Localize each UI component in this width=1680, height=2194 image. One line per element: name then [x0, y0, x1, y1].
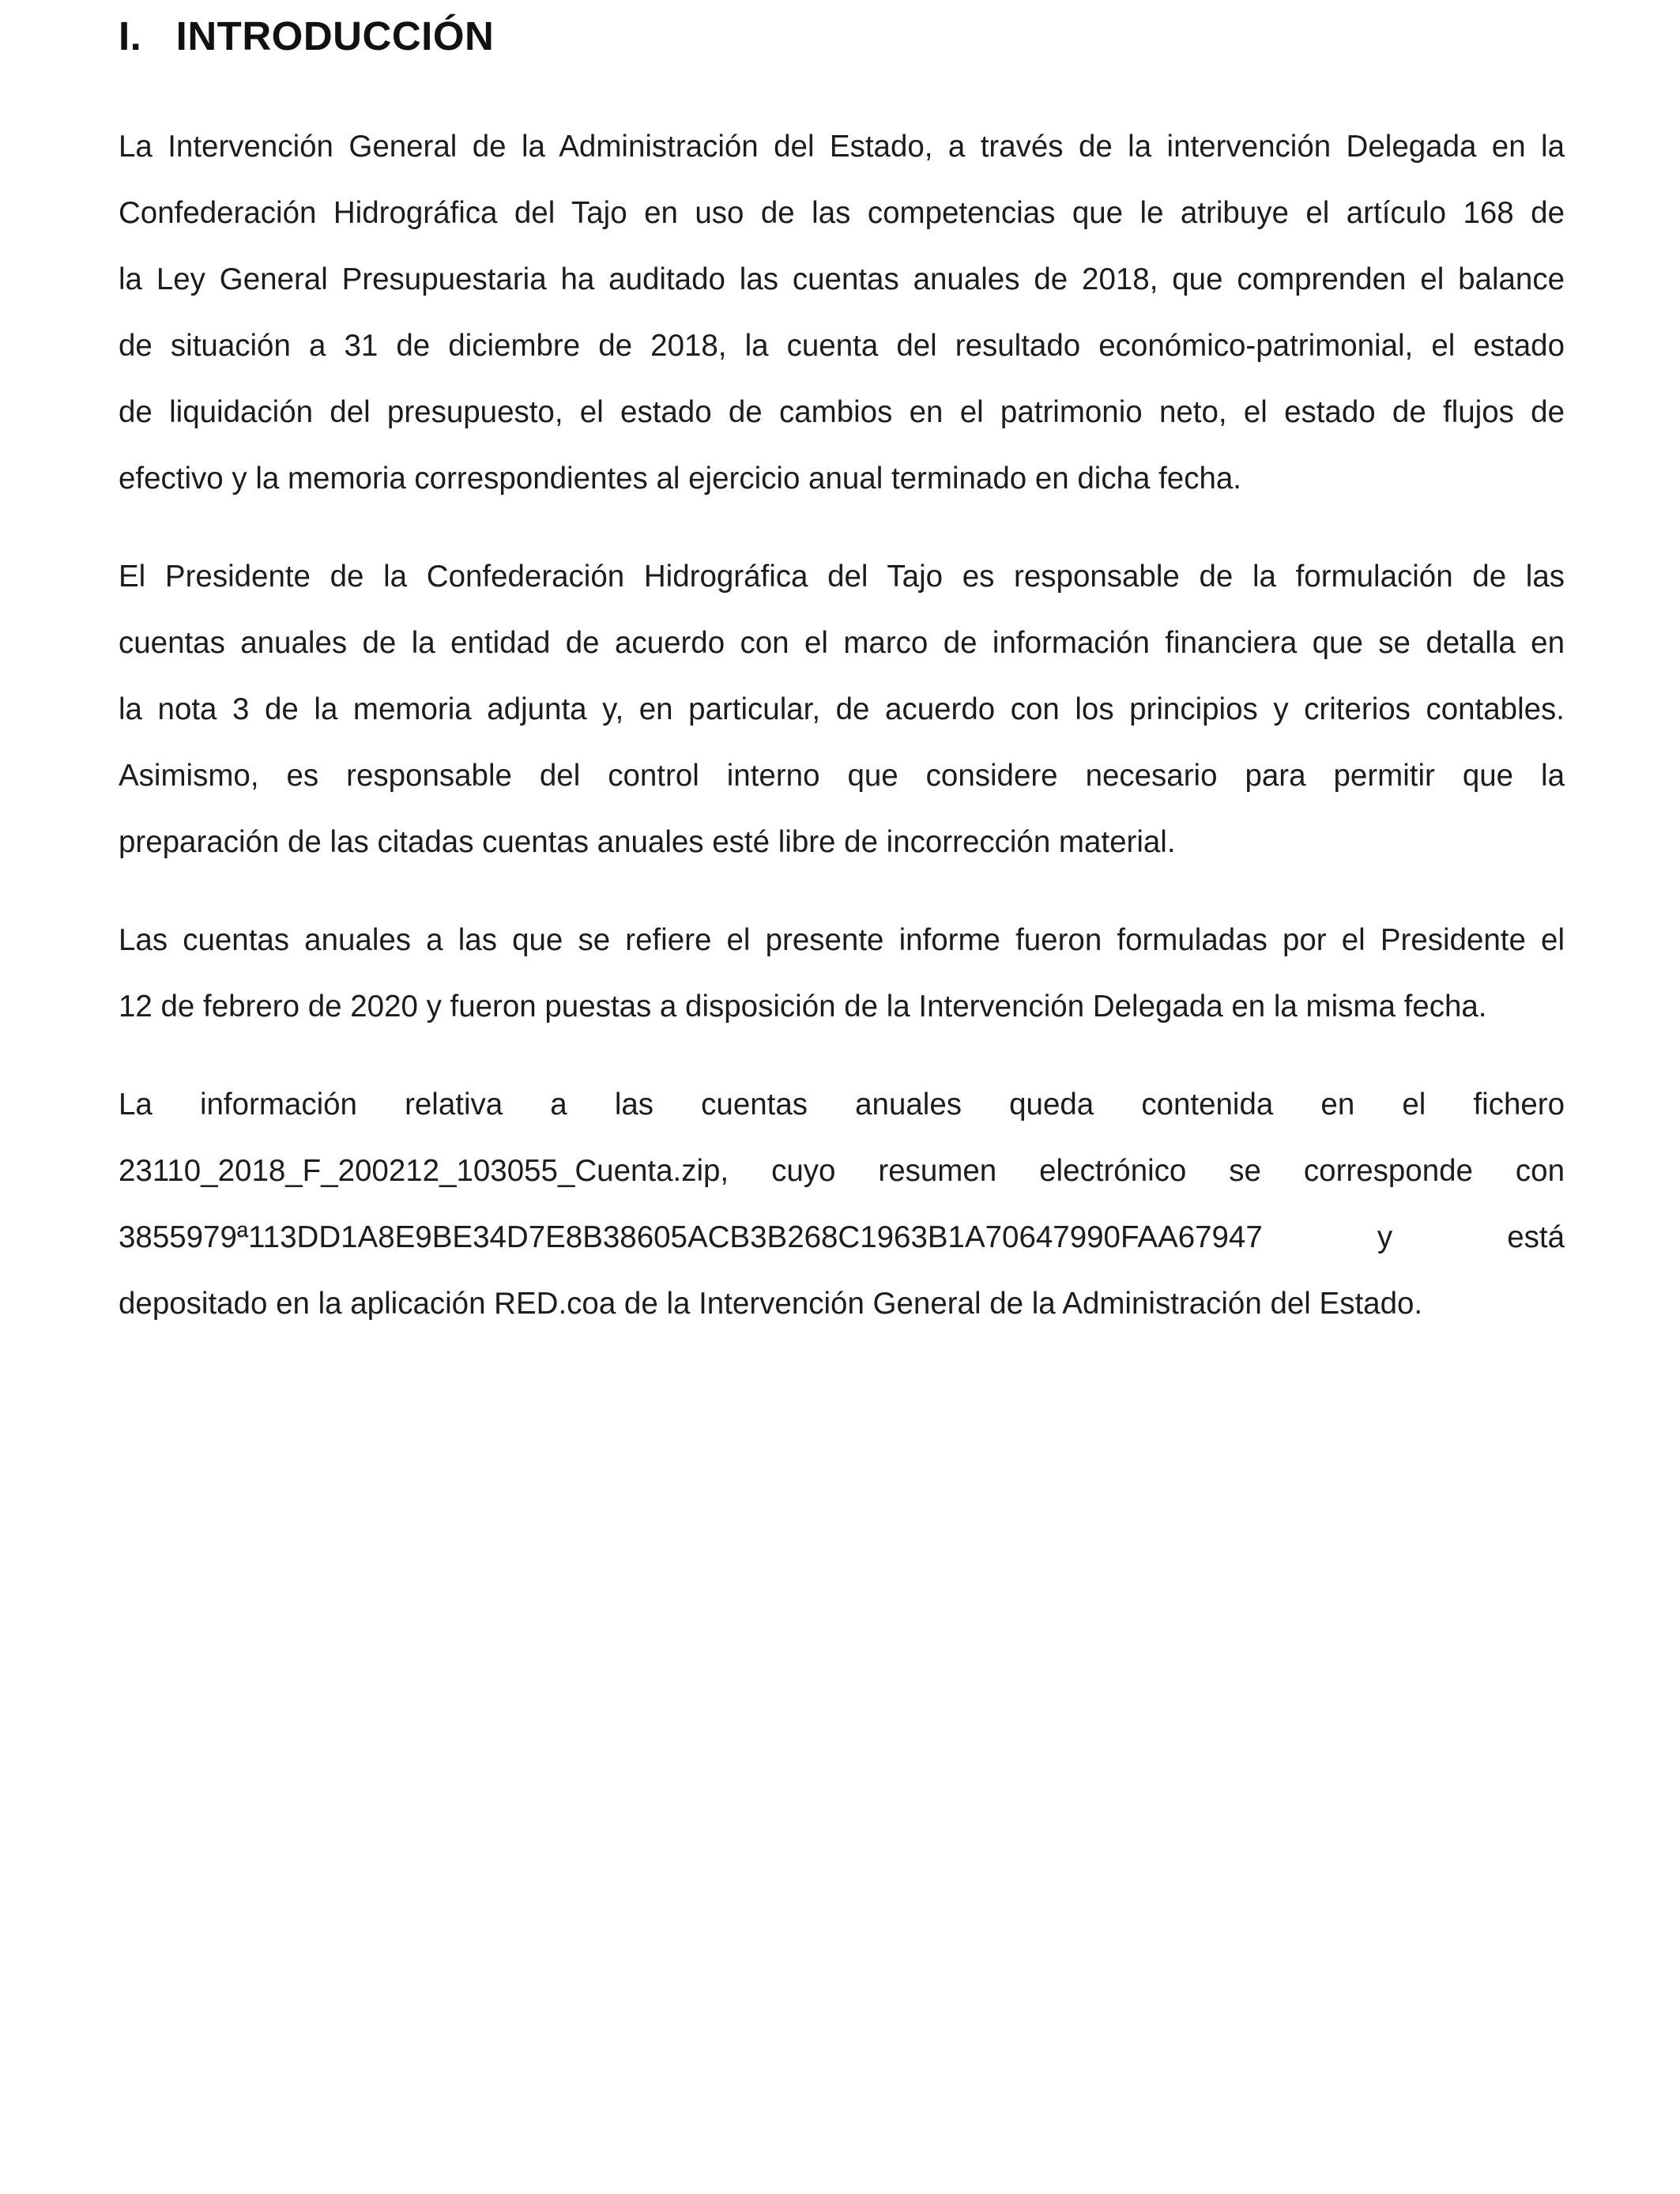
text-line: 23110_2018_F_200212_103055_Cuenta.zip, cuyo resumen electrónico se corresponde con: [119, 1154, 1565, 1188]
text-line: la nota 3 de la memoria adjunta y, en particular, de acuerdo con los principios y criterios contables.: [119, 692, 1565, 726]
text-line: de liquidación del presupuesto, el estado de cambios en el patrimonio neto, el estado de flujos de: [119, 395, 1565, 429]
section-title: INTRODUCCIÓN: [175, 13, 495, 58]
text-line: La Intervención General de la Administración del Estado, a través de la intervención Delegada en la: [119, 130, 1565, 164]
text-line: preparación de las citadas cuentas anuales esté libre de incorrección material.: [119, 825, 1176, 859]
paragraph-formulation-date: [119, 907, 1565, 1040]
text-line: Las cuentas anuales a las que se refiere el presente informe fueron formuladas por el Presidente el: [119, 923, 1565, 957]
section-heading: [119, 8, 1565, 65]
paragraph-responsibility: [119, 544, 1565, 876]
document-content: [119, 8, 1565, 1369]
text-line: El Presidente de la Confederación Hidrográfica del Tajo es responsable de la formulación de las: [119, 560, 1565, 594]
text-line: Asimismo, es responsable del control interno que considere necesario para permitir que la: [119, 759, 1565, 793]
paragraph-audit-scope: [119, 114, 1565, 512]
text-line: depositado en la aplicación RED.coa de la Intervención General de la Administración del Estado.: [119, 1287, 1423, 1321]
text-line: Confederación Hidrográfica del Tajo en uso de las competencias que le atribuye el artículo 168 de: [119, 196, 1565, 230]
text-line: 3855979ª113DD1A8E9BE34D7E8B38605ACB3B268C1963B1A70647990FAA67947 y está: [119, 1220, 1565, 1254]
text-line: La información relativa a las cuentas anuales queda contenida en el fichero: [119, 1088, 1565, 1122]
text-line: 12 de febrero de 2020 y fueron puestas a disposición de la Intervención Delegada en la misma fecha.: [119, 990, 1487, 1023]
text-line: cuentas anuales de la entidad de acuerdo con el marco de información financiera que se detalla en: [119, 626, 1565, 660]
section-number: I.: [119, 13, 142, 58]
text-line: la Ley General Presupuestaria ha auditado las cuentas anuales de 2018, que comprenden el balance: [119, 262, 1565, 296]
paragraph-file-reference: [119, 1072, 1565, 1337]
text-line: efectivo y la memoria correspondientes al ejercicio anual terminado en dicha fecha.: [119, 462, 1241, 496]
text-line: de situación a 31 de diciembre de 2018, la cuenta del resultado económico-patrimonial, el estado: [119, 329, 1565, 363]
